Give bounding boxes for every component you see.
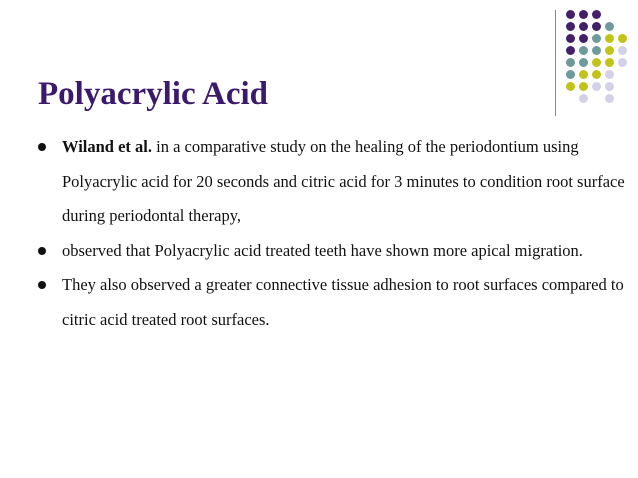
decoration-dot xyxy=(579,70,588,79)
bullet-text: They also observed a greater connective tissue adhesion to root surfaces compared to citric acid treated root surfaces. xyxy=(62,275,624,329)
decoration-dot xyxy=(605,22,614,31)
decoration-dot xyxy=(592,58,601,67)
decoration-dot xyxy=(566,46,575,55)
decoration-dot xyxy=(605,82,614,91)
decoration-dot xyxy=(566,34,575,43)
bullet-item xyxy=(38,130,628,234)
decoration-dot xyxy=(579,10,588,19)
bullet-text: in a comparative study on the healing of the periodontium using Polyacrylic acid for 20 seconds and citric acid for 3 minutes to condition root surface during periodontal therapy, xyxy=(62,137,625,225)
decoration-dot xyxy=(605,94,614,103)
decoration-dot xyxy=(566,58,575,67)
decoration-dot xyxy=(579,34,588,43)
bullet-item xyxy=(38,234,628,269)
bullet-dot-icon xyxy=(38,281,46,289)
bullet-text: observed that Polyacrylic acid treated teeth have shown more apical migration. xyxy=(62,240,583,260)
decoration-dot xyxy=(592,46,601,55)
decoration-dot xyxy=(566,70,575,79)
decoration-dot xyxy=(618,46,627,55)
bullet-dot-icon xyxy=(38,247,46,255)
decoration-dot xyxy=(605,70,614,79)
decoration-dot xyxy=(579,22,588,31)
decoration-dot xyxy=(605,58,614,67)
decoration-dot xyxy=(605,34,614,43)
decoration-dot xyxy=(605,46,614,55)
decoration-dot xyxy=(579,58,588,67)
bullet-list xyxy=(38,130,628,337)
decoration-dot xyxy=(579,82,588,91)
decoration-dot xyxy=(566,82,575,91)
decoration-dot xyxy=(566,22,575,31)
bullet-dot-icon xyxy=(38,143,46,151)
slide-title: Polyacrylic Acid xyxy=(38,76,269,112)
divider-line xyxy=(555,10,556,116)
dot-grid-decoration xyxy=(566,10,636,110)
bullet-item xyxy=(38,268,628,337)
decoration-dot xyxy=(618,34,627,43)
decoration-dot xyxy=(592,10,601,19)
decoration-dot xyxy=(579,46,588,55)
decoration-dot xyxy=(618,58,627,67)
decoration-dot xyxy=(566,10,575,19)
decoration-dot xyxy=(592,70,601,79)
decoration-dot xyxy=(592,22,601,31)
decoration-dot xyxy=(592,34,601,43)
decoration-dot xyxy=(592,82,601,91)
decoration-dot xyxy=(579,94,588,103)
citation-author: Wiland et al. xyxy=(62,137,153,156)
